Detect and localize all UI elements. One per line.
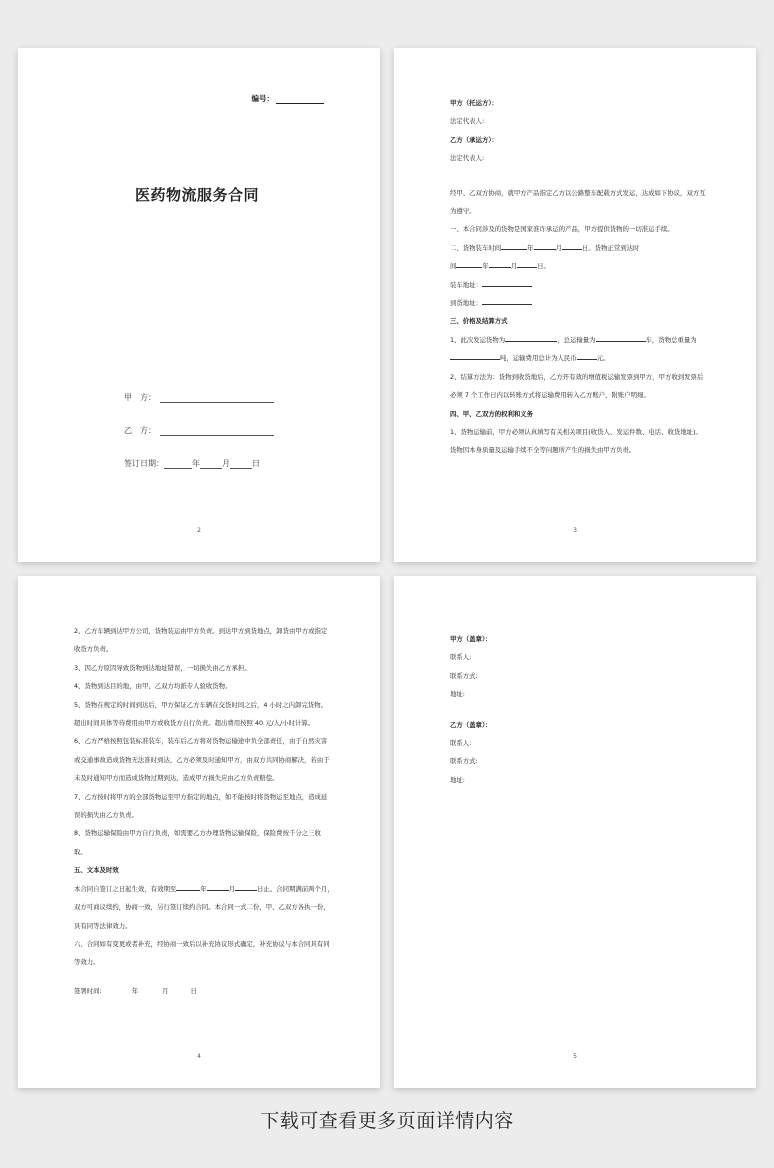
contract-number-blank [276,95,324,104]
download-caption: 下载可查看更多页面详情内容 [260,1110,514,1132]
party-a-seal: 甲方（盖章）： [450,635,492,643]
load-address: 装车地址： [450,276,708,294]
clause-4-6: 6、乙方严格按照包装标准装车，装车后乙方将对货物运输途中负全部责任，由于自然灾害或交通事故造成货物无法准时到达，乙方必须及时通知甲方，由双方共同协商解决，若由于未及时通知甲方而造成货物过期到达，造成甲方损失应由乙方负责赔偿。 [74,737,330,783]
clause-4-1: 1、货物运输前，甲方必须认真填写有关相关项目(收货人、发运件数、电话、收货地址)。货物因本身质量及运输手续不全等问题所产生的损失由甲方负责。 [450,427,702,455]
clause-4-8: 8、货物运输保险由甲方自行负责，如需要乙方办理货物运输保险，保险费按千分之三收取。 [74,829,321,856]
page4-body [450,630,708,789]
party-b-seal: 乙方（盖章）： [450,720,492,729]
party-a-blank [160,394,274,403]
clause-2-cont: 间 年 月 日。 [450,262,550,271]
sign-date-label: 签订日期： [124,459,164,468]
party-a-contact: 联系人: [450,653,472,662]
day-label: 日 [252,459,260,468]
month-label: 月 [222,459,230,468]
clause-4-3: 3、因乙方原因导致货物到达地址错误，一切损失由乙方承担。 [74,663,251,672]
year-label: 年 [192,459,200,468]
party-a-row [124,392,274,403]
party-b-row [124,425,274,436]
year-blank [164,460,192,469]
party-b-rep: 法定代表人: [450,154,485,163]
party-a-address: 地址: [450,690,465,699]
clause-6: 六、合同如有变更或者补充，经协商一致后以补充协议形式确定，补充协议与本合同具有同等效力。 [74,939,330,967]
page3-body [74,622,337,1000]
section-5-heading: 五、文本及时效 [74,866,119,875]
page2-body [450,94,708,460]
clause-4-5: 5、货物在规定的时间到达后，甲方保证乙方车辆在交货时间之后，4 小时之内卸完货物。超出时间具体等待费用由甲方或收货方自行负责。超出费用按照 40 元/人/小时计算。 [74,700,328,728]
party-a-contact-method: 联系方式: [450,671,478,680]
party-b-contact-method: 联系方式: [450,757,478,766]
clause-1: 一、本合同涉及的货物是国家准许承运的产品，甲方提供货物的一切准运手续。 [450,225,674,234]
party-b-label: 乙 方： [124,426,156,435]
party-b-address: 地址: [450,775,465,784]
contract-number-label: 编号： [251,94,274,103]
page-signatures [394,576,756,1088]
document-title: 医药物流服务合同 [135,186,260,204]
page-terms-2 [18,576,380,1088]
section-4-heading: 四、甲、乙双方的权利和义务 [450,409,534,418]
sign-date-row [124,458,260,469]
party-b-blank [160,427,274,436]
sign-time-row: 签署时间: 年 月 日 [74,986,197,995]
page-number: 2 [197,527,201,534]
page-number: 4 [197,1053,201,1060]
clause-4-2: 2、乙方车辆到达甲方公司，货物装运由甲方负责。到达甲方到货地点，卸货由甲方或指定收货方负责。 [74,627,328,654]
party-b-contact: 联系人: [450,739,472,748]
clause-2: 二、货物装车时间 年 月 日。货物正常到达时 [450,243,640,252]
party-a-label: 甲 方： [124,393,156,402]
page-terms-1 [394,48,756,562]
day-blank [230,460,252,469]
page-cover [18,48,380,562]
clause-4-7: 7、乙方按时将甲方的全部货物运至甲方指定的地点，如不能按时将货物运至地点，造成延误的损失由乙方负责。 [74,792,328,820]
party-a-rep: 法定代表人: [450,117,485,126]
destination-address: 到货地址： [450,294,708,312]
clause-5: 本合同自签订之日起生效，有效期至 年 月 日止。合同期满前两个月， 双方可商议续约，协商一致，另行签订续约合同。本合同一式二份，甲、乙双方各执一份，具有同等法律效力。 [74,884,337,930]
page-number: 3 [573,527,577,534]
clause-4-4: 4、货物到达目的地，由甲、乙双方均派专人验收货物。 [74,682,232,691]
page-number: 5 [573,1053,577,1060]
party-a-heading: 甲方（托运方）： [450,99,498,107]
clause-3-2: 2、结算方法为：货物到收货地后，乙方开有效的增值税运输发票到甲方，甲方收到发票后必须 7 个工作日内以转账方式将运输费用转入乙方账户，附账户明细。 [450,372,704,400]
intro-paragraph: 经甲、乙双方协商，就甲方产品指定乙方以公路整车配载方式发运，达成如下协议，双方互为遵守。 [450,188,706,216]
clause-3-1: 1、此次发运货物为 ，总运输量为 车，货物总重量为吨，运输费用总计为人民币 元。 [450,335,697,363]
section-3-heading: 三、价格及结算方式 [450,317,508,326]
month-blank [200,460,222,469]
contract-number [252,93,325,104]
party-b-heading: 乙方（承运方）： [450,135,498,144]
